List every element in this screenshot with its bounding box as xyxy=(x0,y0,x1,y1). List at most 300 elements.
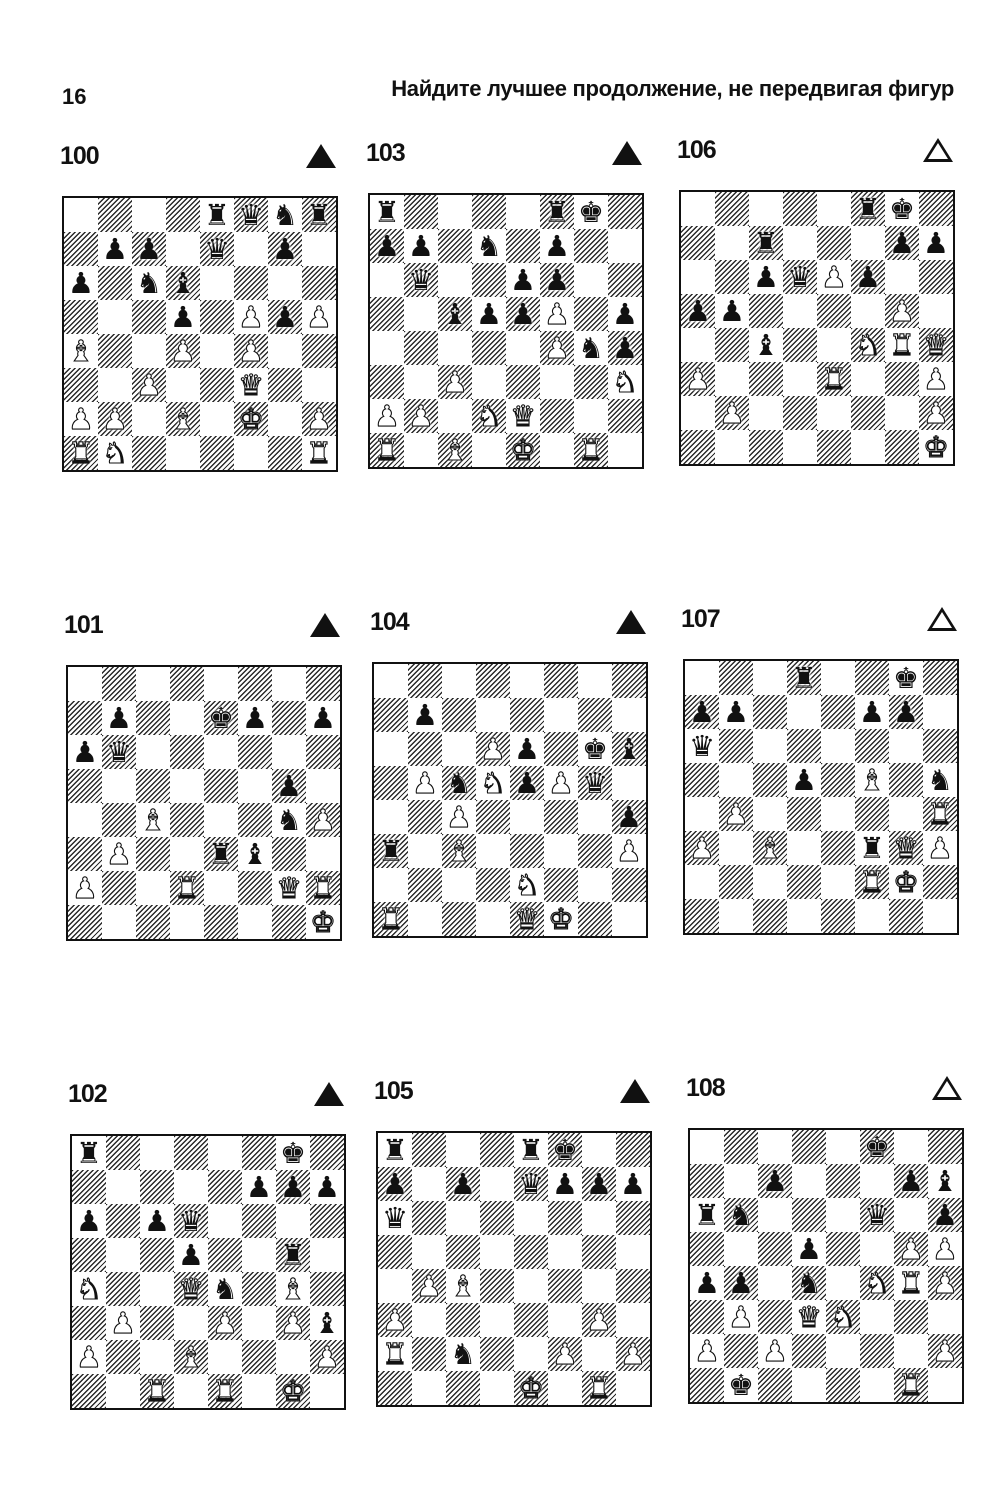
board-square xyxy=(238,803,272,837)
white-rook-icon: ♜ xyxy=(889,328,915,362)
board-square xyxy=(885,192,919,226)
board-square xyxy=(681,328,715,362)
board-square xyxy=(302,334,336,368)
diagram xyxy=(374,1077,650,1405)
board-square xyxy=(919,430,953,464)
board-square xyxy=(200,266,234,300)
board-square xyxy=(72,1306,106,1340)
white-king-icon: ♚ xyxy=(893,865,919,899)
board-square xyxy=(234,402,268,436)
board-square xyxy=(64,198,98,232)
diagram-number: 107 xyxy=(681,605,720,633)
board-square xyxy=(885,226,919,260)
board-square xyxy=(480,1371,514,1405)
black-pawn-icon: ♟ xyxy=(310,701,336,735)
board-square xyxy=(98,232,132,266)
white-pawn-icon: ♟ xyxy=(280,1306,306,1340)
board-square xyxy=(272,701,306,735)
board-square xyxy=(276,1272,310,1306)
board-square xyxy=(860,1130,894,1164)
white-pawn-icon: ♟ xyxy=(586,1303,612,1337)
board-square xyxy=(860,1164,894,1198)
board-square xyxy=(544,732,578,766)
board-square xyxy=(204,803,238,837)
board-square xyxy=(928,1232,962,1266)
diagram-number: 100 xyxy=(60,142,99,170)
black-bishop-icon: ♝ xyxy=(932,1164,958,1198)
board-square xyxy=(817,192,851,226)
board-square xyxy=(851,430,885,464)
board-square xyxy=(855,661,889,695)
board-square xyxy=(72,1340,106,1374)
board-square xyxy=(719,831,753,865)
board-square xyxy=(690,1198,724,1232)
board-square xyxy=(616,1337,650,1371)
board-square xyxy=(68,803,102,837)
white-pawn-icon: ♟ xyxy=(106,837,132,871)
white-queen-icon: ♛ xyxy=(514,902,540,936)
board-square xyxy=(719,729,753,763)
board-square xyxy=(885,362,919,396)
board-square xyxy=(894,1300,928,1334)
board-square xyxy=(302,266,336,300)
white-bishop-icon: ♝ xyxy=(140,803,166,837)
black-pawn-icon: ♟ xyxy=(552,1167,578,1201)
black-rook-icon: ♜ xyxy=(204,198,230,232)
board-square xyxy=(923,899,957,933)
white-rook-icon: ♜ xyxy=(174,871,200,905)
white-knight-icon: ♞ xyxy=(612,365,638,399)
white-pawn-icon: ♟ xyxy=(689,831,715,865)
board-square xyxy=(374,698,408,732)
board-square xyxy=(404,331,438,365)
board-square xyxy=(506,263,540,297)
board-square xyxy=(548,1337,582,1371)
board-square xyxy=(234,300,268,334)
board-square xyxy=(306,803,340,837)
board-square xyxy=(438,195,472,229)
board-square xyxy=(268,334,302,368)
board-square xyxy=(446,1371,480,1405)
board-square xyxy=(817,294,851,328)
board-square xyxy=(715,328,749,362)
black-rook-icon: ♜ xyxy=(208,837,234,871)
board-square xyxy=(690,1232,724,1266)
board-square xyxy=(749,260,783,294)
board-square xyxy=(238,701,272,735)
board-square xyxy=(472,399,506,433)
board-square xyxy=(616,1371,650,1405)
black-pawn-icon: ♟ xyxy=(242,701,268,735)
board-square xyxy=(234,368,268,402)
board-square xyxy=(136,905,170,939)
board-square xyxy=(681,226,715,260)
board-square xyxy=(234,266,268,300)
black-pawn-icon: ♟ xyxy=(314,1170,340,1204)
white-queen-icon: ♛ xyxy=(893,831,919,865)
board-square xyxy=(928,1266,962,1300)
board-square xyxy=(204,735,238,769)
board-square xyxy=(582,1337,616,1371)
board-square xyxy=(268,232,302,266)
black-pawn-icon: ♟ xyxy=(412,698,438,732)
black-pawn-icon: ♟ xyxy=(893,695,919,729)
board-square xyxy=(506,331,540,365)
black-rook-icon: ♜ xyxy=(544,195,570,229)
black-bishop-icon: ♝ xyxy=(616,732,642,766)
board-square xyxy=(204,871,238,905)
board-square xyxy=(412,1337,446,1371)
board-square xyxy=(889,899,923,933)
chess-board xyxy=(62,196,338,472)
diagram xyxy=(370,608,646,936)
black-pawn-icon: ♟ xyxy=(796,1232,822,1266)
board-square xyxy=(758,1266,792,1300)
board-square xyxy=(724,1130,758,1164)
board-square xyxy=(578,664,612,698)
board-square xyxy=(783,430,817,464)
board-square xyxy=(174,1170,208,1204)
board-square xyxy=(408,868,442,902)
board-square xyxy=(923,729,957,763)
side-to-move-icon xyxy=(923,138,953,162)
board-square xyxy=(616,1269,650,1303)
board-square xyxy=(923,865,957,899)
board-square xyxy=(540,195,574,229)
board-square xyxy=(72,1170,106,1204)
board-square xyxy=(685,797,719,831)
board-square xyxy=(242,1340,276,1374)
white-rook-icon: ♜ xyxy=(578,433,604,467)
board-square xyxy=(98,300,132,334)
board-square xyxy=(787,661,821,695)
board-square xyxy=(506,365,540,399)
board-square xyxy=(480,1201,514,1235)
board-square xyxy=(894,1198,928,1232)
board-square xyxy=(540,365,574,399)
board-square xyxy=(412,1235,446,1269)
board-square xyxy=(412,1303,446,1337)
board-square xyxy=(719,661,753,695)
board-square xyxy=(894,1334,928,1368)
board-square xyxy=(724,1368,758,1402)
side-to-move-icon xyxy=(306,144,336,168)
board-square xyxy=(64,300,98,334)
board-square xyxy=(826,1368,860,1402)
diagram-number: 102 xyxy=(68,1080,107,1108)
white-pawn-icon: ♟ xyxy=(728,1300,754,1334)
white-king-icon: ♚ xyxy=(238,402,264,436)
board-square xyxy=(472,365,506,399)
black-pawn-icon: ♟ xyxy=(898,1164,924,1198)
black-rook-icon: ♜ xyxy=(791,661,817,695)
board-square xyxy=(753,763,787,797)
board-square xyxy=(370,297,404,331)
board-square xyxy=(72,1136,106,1170)
black-queen-icon: ♛ xyxy=(408,263,434,297)
board-square xyxy=(608,229,642,263)
black-king-icon: ♚ xyxy=(582,732,608,766)
board-square xyxy=(480,1303,514,1337)
board-square xyxy=(476,868,510,902)
black-pawn-icon: ♟ xyxy=(106,701,132,735)
board-square xyxy=(476,732,510,766)
board-square xyxy=(272,667,306,701)
board-square xyxy=(923,831,957,865)
board-square xyxy=(923,763,957,797)
black-pawn-icon: ♟ xyxy=(510,297,536,331)
board-square xyxy=(851,328,885,362)
board-square xyxy=(170,803,204,837)
board-square xyxy=(200,368,234,402)
white-rook-icon: ♜ xyxy=(898,1368,924,1402)
board-square xyxy=(851,192,885,226)
board-square xyxy=(783,362,817,396)
board-square xyxy=(68,837,102,871)
board-square xyxy=(821,899,855,933)
board-square xyxy=(582,1133,616,1167)
black-pawn-icon: ♟ xyxy=(280,1170,306,1204)
board-square xyxy=(306,905,340,939)
white-queen-icon: ♛ xyxy=(178,1272,204,1306)
board-square xyxy=(928,1368,962,1402)
chess-board xyxy=(70,1134,346,1410)
board-square xyxy=(923,661,957,695)
white-bishop-icon: ♝ xyxy=(450,1269,476,1303)
board-square xyxy=(817,328,851,362)
white-rook-icon: ♜ xyxy=(68,436,94,470)
board-square xyxy=(476,766,510,800)
board-square xyxy=(102,803,136,837)
board-square xyxy=(758,1164,792,1198)
board-square xyxy=(715,396,749,430)
black-pawn-icon: ♟ xyxy=(616,800,642,834)
board-square xyxy=(472,433,506,467)
black-knight-icon: ♞ xyxy=(446,766,472,800)
board-square xyxy=(276,1340,310,1374)
white-pawn-icon: ♟ xyxy=(723,797,749,831)
board-square xyxy=(310,1170,344,1204)
white-pawn-icon: ♟ xyxy=(552,1337,578,1371)
board-square xyxy=(724,1334,758,1368)
white-rook-icon: ♜ xyxy=(310,871,336,905)
black-bishop-icon: ♝ xyxy=(170,266,196,300)
board-square xyxy=(140,1136,174,1170)
board-square xyxy=(234,232,268,266)
black-pawn-icon: ♟ xyxy=(408,229,434,263)
board-square xyxy=(204,837,238,871)
board-square xyxy=(132,266,166,300)
board-square xyxy=(72,1272,106,1306)
black-pawn-icon: ♟ xyxy=(855,260,881,294)
board-square xyxy=(446,1201,480,1235)
board-square xyxy=(792,1334,826,1368)
board-square xyxy=(685,899,719,933)
black-rook-icon: ♜ xyxy=(306,198,332,232)
board-square xyxy=(68,701,102,735)
white-pawn-icon: ♟ xyxy=(412,766,438,800)
board-square xyxy=(544,834,578,868)
chess-board xyxy=(66,665,342,941)
board-square xyxy=(68,871,102,905)
board-square xyxy=(855,831,889,865)
black-queen-icon: ♛ xyxy=(106,735,132,769)
board-square xyxy=(306,871,340,905)
board-square xyxy=(106,1238,140,1272)
board-square xyxy=(578,902,612,936)
board-square xyxy=(817,226,851,260)
board-square xyxy=(98,198,132,232)
board-square xyxy=(68,735,102,769)
white-rook-icon: ♜ xyxy=(859,865,885,899)
board-square xyxy=(817,362,851,396)
board-square xyxy=(787,797,821,831)
board-square xyxy=(574,365,608,399)
board-square xyxy=(758,1232,792,1266)
board-square xyxy=(574,195,608,229)
board-square xyxy=(98,436,132,470)
black-pawn-icon: ♟ xyxy=(728,1266,754,1300)
black-pawn-icon: ♟ xyxy=(694,1266,720,1300)
board-square xyxy=(719,797,753,831)
board-square xyxy=(514,1303,548,1337)
board-square xyxy=(510,868,544,902)
board-square xyxy=(612,664,646,698)
board-square xyxy=(242,1170,276,1204)
board-square xyxy=(132,334,166,368)
board-square xyxy=(106,1136,140,1170)
chess-board xyxy=(688,1128,964,1404)
board-square xyxy=(540,433,574,467)
black-pawn-icon: ♟ xyxy=(719,294,745,328)
board-square xyxy=(378,1133,412,1167)
black-knight-icon: ♞ xyxy=(728,1198,754,1232)
white-pawn-icon: ♟ xyxy=(408,399,434,433)
black-queen-icon: ♛ xyxy=(382,1201,408,1235)
page-number: 16 xyxy=(62,84,87,109)
board-square xyxy=(476,800,510,834)
white-pawn-icon: ♟ xyxy=(821,260,847,294)
board-square xyxy=(753,831,787,865)
board-square xyxy=(889,729,923,763)
board-square xyxy=(885,260,919,294)
black-rook-icon: ♜ xyxy=(378,834,404,868)
board-square xyxy=(374,732,408,766)
page-title: Найдите лучшее продолжение, не передвигая фигур xyxy=(391,76,954,101)
black-bishop-icon: ♝ xyxy=(314,1306,340,1340)
board-square xyxy=(476,834,510,868)
white-pawn-icon: ♟ xyxy=(446,800,472,834)
diagram-number: 104 xyxy=(370,608,409,636)
board-square xyxy=(472,195,506,229)
board-square xyxy=(208,1306,242,1340)
board-square xyxy=(208,1374,242,1408)
white-pawn-icon: ♟ xyxy=(110,1306,136,1340)
black-knight-icon: ♞ xyxy=(927,763,953,797)
white-king-icon: ♚ xyxy=(923,430,949,464)
black-knight-icon: ♞ xyxy=(450,1337,476,1371)
board-square xyxy=(140,1204,174,1238)
board-square xyxy=(548,1303,582,1337)
board-square xyxy=(608,365,642,399)
board-square xyxy=(510,834,544,868)
board-square xyxy=(446,1303,480,1337)
board-square xyxy=(506,433,540,467)
board-square xyxy=(136,871,170,905)
board-square xyxy=(749,396,783,430)
board-square xyxy=(98,266,132,300)
board-square xyxy=(851,362,885,396)
board-square xyxy=(514,1269,548,1303)
board-square xyxy=(783,192,817,226)
board-square xyxy=(889,695,923,729)
chess-board xyxy=(683,659,959,935)
black-knight-icon: ♞ xyxy=(476,229,502,263)
board-square xyxy=(234,198,268,232)
board-square xyxy=(783,396,817,430)
board-square xyxy=(685,695,719,729)
diagram-number: 108 xyxy=(686,1074,725,1102)
board-square xyxy=(408,834,442,868)
board-square xyxy=(510,766,544,800)
board-square xyxy=(616,1167,650,1201)
black-pawn-icon: ♟ xyxy=(762,1164,788,1198)
white-king-icon: ♚ xyxy=(548,902,574,936)
board-square xyxy=(378,1235,412,1269)
board-square xyxy=(506,229,540,263)
board-square xyxy=(98,334,132,368)
white-knight-icon: ♞ xyxy=(830,1300,856,1334)
white-rook-icon: ♜ xyxy=(378,902,404,936)
diagram xyxy=(366,139,642,467)
board-square xyxy=(480,1337,514,1371)
board-square xyxy=(272,803,306,837)
board-square xyxy=(548,1371,582,1405)
board-square xyxy=(208,1238,242,1272)
board-square xyxy=(64,232,98,266)
black-knight-icon: ♞ xyxy=(212,1272,238,1306)
board-square xyxy=(472,263,506,297)
board-square xyxy=(826,1232,860,1266)
board-square xyxy=(306,735,340,769)
white-pawn-icon: ♟ xyxy=(314,1340,340,1374)
chess-board xyxy=(372,662,648,938)
board-square xyxy=(374,766,408,800)
board-square xyxy=(616,1133,650,1167)
board-square xyxy=(826,1266,860,1300)
board-square xyxy=(242,1306,276,1340)
black-knight-icon: ♞ xyxy=(578,331,604,365)
board-square xyxy=(894,1232,928,1266)
chess-board xyxy=(679,190,955,466)
board-square xyxy=(749,294,783,328)
board-square xyxy=(612,732,646,766)
board-square xyxy=(548,1133,582,1167)
board-square xyxy=(208,1136,242,1170)
board-square xyxy=(690,1130,724,1164)
white-pawn-icon: ♟ xyxy=(927,831,953,865)
board-square xyxy=(200,198,234,232)
board-square xyxy=(885,396,919,430)
board-square xyxy=(374,868,408,902)
board-square xyxy=(166,300,200,334)
white-pawn-icon: ♟ xyxy=(374,399,400,433)
board-square xyxy=(438,297,472,331)
board-square xyxy=(514,1371,548,1405)
board-square xyxy=(408,766,442,800)
board-square xyxy=(582,1201,616,1235)
board-square xyxy=(792,1232,826,1266)
